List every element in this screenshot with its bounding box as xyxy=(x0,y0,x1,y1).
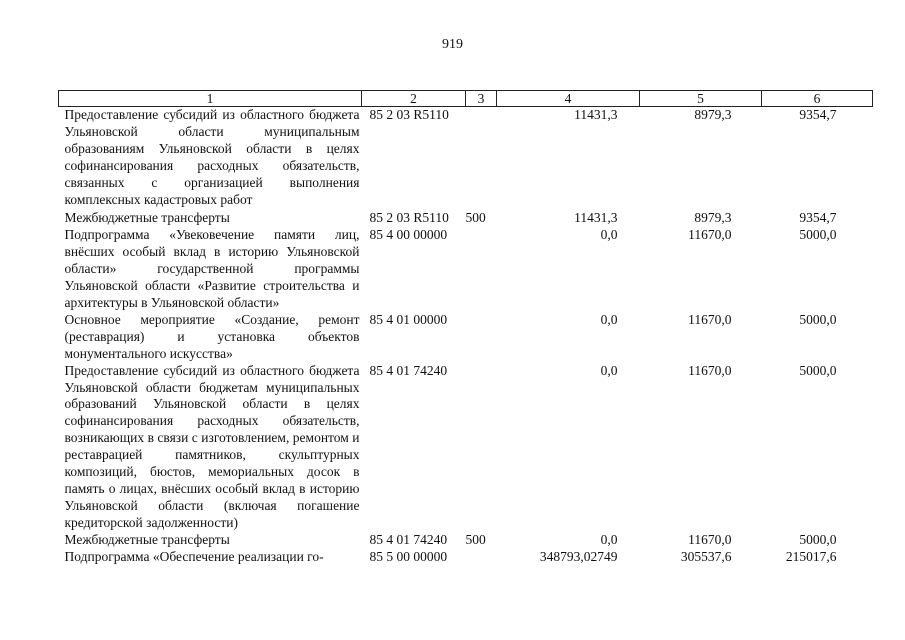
page-number: 919 xyxy=(442,37,463,52)
row-value-4: 0,0 xyxy=(600,227,618,243)
row-name: Предоставление субсидий из областного бюджета Ульяновской области бюджетам муниципальных образований Ульяновской области в целях софинансирования расходных обязательств, возникающих в связи с изготовлением, ремонтом и реставрацией памятников, скульптурных композиций, бюстов, мемориальных досок в память о лицах, внёсших особый вклад в историю Ульяновской области (включая погашение кредиторской задолженности) xyxy=(64,362,360,530)
row-code: 85 2 03 R5110 xyxy=(369,210,449,226)
row-expense-type xyxy=(466,227,497,312)
table-row xyxy=(59,549,873,566)
table-row xyxy=(59,532,873,549)
row-value-5: 8979,3 xyxy=(694,107,732,122)
row-expense-type xyxy=(466,312,497,363)
table-row xyxy=(59,363,873,532)
row-value-5: 11670,0 xyxy=(688,531,732,547)
row-value-6: 5000,0 xyxy=(799,311,837,327)
row-value-5: 8979,3 xyxy=(694,210,732,226)
budget-table xyxy=(58,90,873,565)
table-row xyxy=(59,312,873,363)
column-header-5: 5 xyxy=(640,91,762,107)
row-expense-type xyxy=(466,107,497,211)
row-value-6: 5000,0 xyxy=(799,227,837,243)
row-expense-type: 500 xyxy=(465,531,486,547)
row-name: Подпрограмма «Обеспечение реализации го- xyxy=(64,548,324,564)
row-name: Межбюджетные трансферты xyxy=(64,210,230,226)
row-value-5: 11670,0 xyxy=(688,311,732,327)
table-row xyxy=(59,227,873,312)
row-code: 85 4 01 74240 xyxy=(369,531,448,547)
row-value-6: 5000,0 xyxy=(799,531,837,547)
row-code: 85 5 00 00000 xyxy=(369,548,448,564)
table-row xyxy=(59,210,873,227)
column-header-2: 2 xyxy=(362,91,466,107)
column-header-1: 1 xyxy=(59,91,362,107)
row-value-6: 5000,0 xyxy=(799,362,837,378)
row-value-4: 0,0 xyxy=(600,311,618,327)
row-value-4: 0,0 xyxy=(600,362,618,378)
row-code: 85 4 01 00000 xyxy=(369,311,448,327)
row-value-6: 9354,7 xyxy=(799,210,837,226)
row-value-5: 305537,6 xyxy=(680,548,732,564)
table-row xyxy=(59,107,873,211)
column-header-6: 6 xyxy=(762,91,873,107)
column-header-4: 4 xyxy=(497,91,640,107)
row-expense-type xyxy=(466,363,497,532)
row-value-4: 348793,02749 xyxy=(539,548,618,564)
row-name: Предоставление субсидий из областного бюджета Ульяновской области муниципальным образованиям Ульяновской области в целях софинансирования расходных обязательств, связанных с организацией выполнения комплексных кадастровых работ xyxy=(64,107,360,207)
row-code: 85 4 01 74240 xyxy=(369,362,448,378)
row-value-5: 11670,0 xyxy=(688,362,732,378)
row-value-5: 11670,0 xyxy=(688,227,732,243)
row-name: Подпрограмма «Увековечение памяти лиц, внёсших особый вклад в историю Ульяновской области» государственной программы Ульяновской области «Развитие строительства и архитектуры в Ульяновской области» xyxy=(64,227,360,310)
row-expense-type xyxy=(466,549,497,566)
row-code: 85 2 03 R5110 xyxy=(369,107,449,122)
row-value-4: 0,0 xyxy=(600,531,618,547)
row-value-4: 11431,3 xyxy=(574,210,618,226)
row-expense-type: 500 xyxy=(465,210,486,226)
row-code: 85 4 00 00000 xyxy=(369,227,448,243)
row-value-4: 11431,3 xyxy=(574,107,618,122)
row-name: Основное мероприятие «Создание, ремонт (реставрация) и установка объектов монументального искусства» xyxy=(64,311,360,361)
row-value-6: 215017,6 xyxy=(785,548,837,564)
row-name: Межбюджетные трансферты xyxy=(64,531,230,547)
column-header-3: 3 xyxy=(466,91,497,107)
row-value-6: 9354,7 xyxy=(799,107,837,122)
header-row xyxy=(59,91,873,107)
